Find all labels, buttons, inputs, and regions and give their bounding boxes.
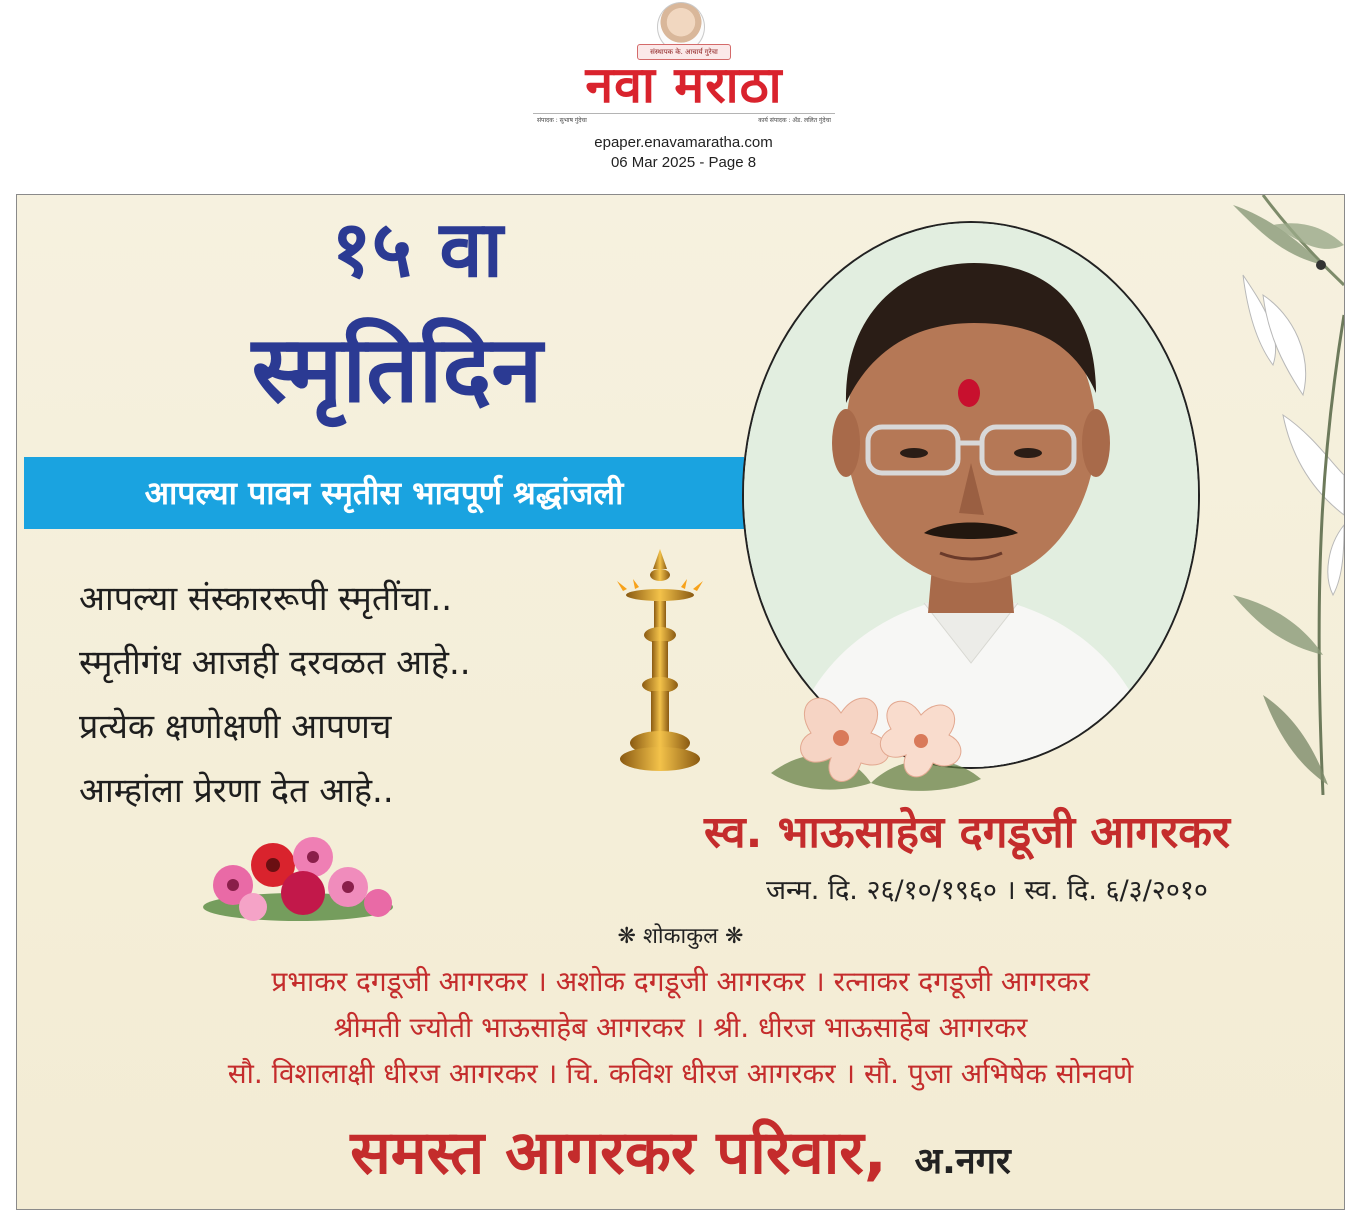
memorial-advertisement xyxy=(16,194,1345,1210)
tribute-banner-text: आपल्या पावन स्मृतीस भावपूर्ण श्रद्धांजली xyxy=(144,474,624,512)
logo-name: नवा मराठा xyxy=(585,56,783,114)
oil-lamp-icon xyxy=(605,547,715,777)
page-date: 06 Mar 2025 - Page 8 xyxy=(610,154,757,171)
poem-line: स्मृतीगंध आजही दरवळत आहे.. xyxy=(79,643,471,683)
family-name: समस्त आगरकर परिवार, xyxy=(350,1118,887,1188)
flower-bouquet-icon xyxy=(193,835,403,925)
poem-line: प्रत्येक क्षणोक्षणी आपणच xyxy=(79,707,392,747)
mourners-list xyxy=(17,959,1344,1097)
masthead xyxy=(0,0,1367,180)
tribute-banner xyxy=(24,457,744,529)
logo-executive: कार्य संपादक : ॲड. ललित गुंदेचा xyxy=(758,117,831,124)
mourner-line: सौ. विशालाक्षी धीरज आगरकर । चि. कविश धीरज आगरकर । सौ. पुजा अभिषेक सोनवणे xyxy=(227,1057,1134,1090)
deceased-name: स्व. भाऊसाहेब दगडूजी आगरकर xyxy=(704,807,1230,858)
mourner-line: प्रभाकर दगडूजी आगरकर । अशोक दगडूजी आगरकर । रत्नाकर दगडूजी आगरकर xyxy=(271,965,1090,998)
lily-flowers-icon xyxy=(751,683,991,801)
tribute-poem xyxy=(79,567,639,823)
poem-line: आम्हांला प्रेरणा देत आहे.. xyxy=(79,771,394,811)
anniversary-number: १५ वा xyxy=(331,205,503,295)
logo-editor: संपादक : सुभाष गुंदेचा xyxy=(537,117,587,124)
newspaper-logo[interactable] xyxy=(533,0,835,130)
lily-leaves-decoration xyxy=(1203,195,1344,795)
mourning-label: ❋ शोकाकुल ❋ xyxy=(617,924,744,949)
poem-line: आपल्या संस्काररूपी स्मृतींचा.. xyxy=(79,579,453,619)
life-dates: जन्म. दि. २६/१०/१९६० । स्व. दि. ६/३/२०१० xyxy=(766,875,1208,906)
family-place: अ.नगर xyxy=(914,1141,1011,1182)
site-url[interactable]: epaper.enavamaratha.com xyxy=(594,134,773,151)
anniversary-title: स्मृतिदिन xyxy=(251,316,543,423)
logo-credits xyxy=(533,113,835,128)
mourner-line: श्रीमती ज्योती भाऊसाहेब आगरकर । श्री. धीरज भाऊसाहेब आगरकर xyxy=(333,1011,1028,1044)
family-signature xyxy=(17,1113,1344,1202)
logo-ribbon: संस्थापक के. आचार्य गुरेचा xyxy=(637,44,731,60)
